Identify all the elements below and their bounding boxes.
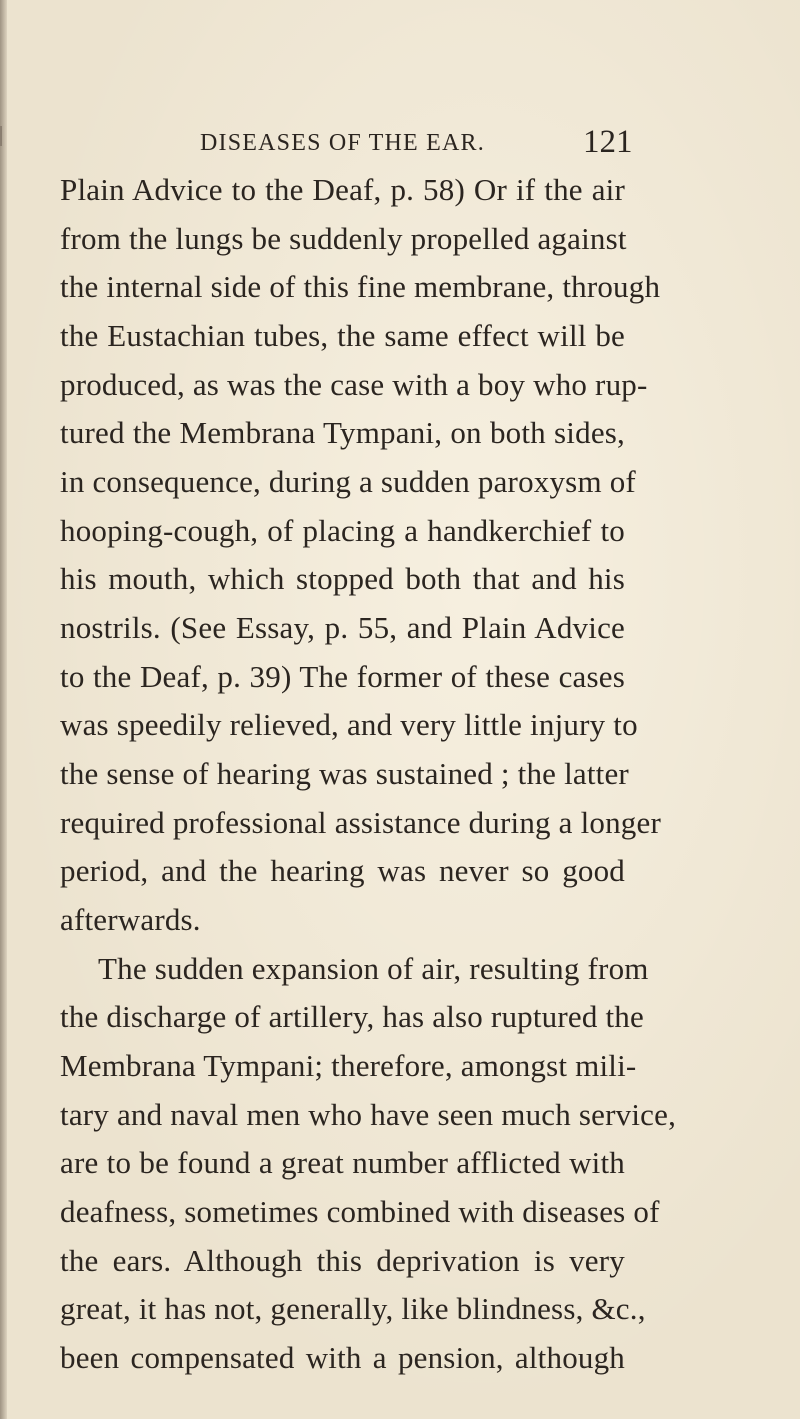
text-line: was speedily relieved, and very little injury to (60, 707, 638, 742)
text-line: deafness, sometimes combined with diseases of (60, 1194, 660, 1229)
text-line: been compensated with a pension, although (60, 1340, 625, 1375)
text-line: the ears. Although this deprivation is very (60, 1243, 625, 1278)
text-line: in consequence, during a sudden paroxysm of (60, 464, 636, 499)
text-line: the discharge of artillery, has also ruptured the (60, 999, 644, 1034)
page-number: 121 (583, 124, 633, 160)
text-line: the sense of hearing was sustained ; the latter (60, 756, 629, 791)
running-head (0, 124, 800, 166)
text-line: his mouth, which stopped both that and his (60, 561, 625, 596)
text-line: tured the Membrana Tympani, on both sides, (60, 415, 625, 450)
text-line: are to be found a great number afflicted with (60, 1145, 625, 1180)
text-line: the internal side of this fine membrane, through (60, 269, 661, 304)
text-line: the Eustachian tubes, the same effect will be (60, 318, 625, 353)
text-line: from the lungs be suddenly propelled against (60, 221, 627, 256)
text-line: to the Deaf, p. 39) The former of these cases (60, 659, 625, 694)
text-line: hooping-cough, of placing a handkerchief to (60, 513, 625, 548)
text-line: produced, as was the case with a boy who rup- (60, 367, 648, 402)
text-line: tary and naval men who have seen much service, (60, 1097, 677, 1132)
text-line: nostrils. (See Essay, p. 55, and Plain Advice (60, 610, 625, 645)
text-line: required professional assistance during a longer (60, 805, 661, 840)
text-line: great, it has not, generally, like blindness, &c., (60, 1291, 646, 1326)
text-line: Plain Advice to the Deaf, p. 58) Or if the air (60, 172, 625, 207)
text-line: Membrana Tympani; therefore, amongst mili- (60, 1048, 637, 1083)
page-gutter-shadow (0, 0, 7, 1419)
text-line: afterwards. (60, 902, 201, 937)
running-head-title: DISEASES OF THE EAR. (200, 130, 485, 156)
text-line-paragraph-start: The sudden expansion of air, resulting from (98, 951, 649, 986)
text-line: period, and the hearing was never so good (60, 853, 625, 888)
